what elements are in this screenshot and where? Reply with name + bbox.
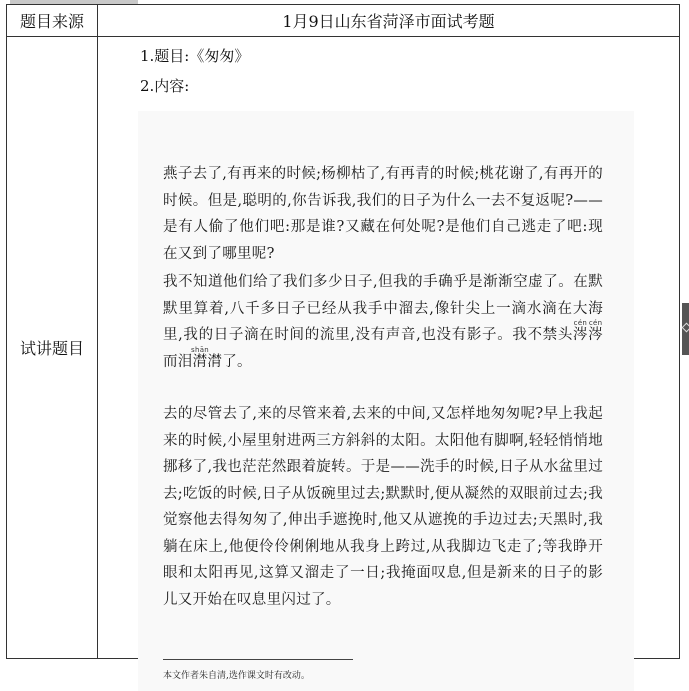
source-row (7, 5, 680, 37)
paragraph-2-text: 我不知道他们给了我们多少日子,但我的手确乎是渐渐空虚了。在默默里算着,八千多日子已经从我手中溜去,像针尖上一滴水滴在大海里,我的日子滴在时间的流里,没有声音,也没有影子。我不禁头 (163, 274, 603, 343)
item-content-label: 2.内容: (140, 77, 190, 95)
paragraph-2-end: 潸了。 (207, 353, 252, 370)
paragraph-2-mid: 而泪 (163, 353, 193, 370)
passage-paragraph-1: 燕子去了,有再来的时候;杨柳枯了,有再青的时候;桃花谢了,有再开的时候。但是,聪明的,你告诉我,我们的日子为什么一去不复返呢?——是有人偷了他们吧:那是谁?又藏在何处呢?是他们自己逃走了吧:现在又到了哪里呢? (163, 166, 603, 262)
footnote: 本文作者朱自清,选作课文时有改动。 (163, 671, 310, 681)
passage-image (138, 111, 634, 691)
side-tab-icon (682, 323, 689, 333)
ruby-cen-2 (588, 319, 603, 343)
item-title: 1.题目:《匆匆》 (140, 47, 250, 65)
ruby-shan-base: 潸 (191, 353, 210, 370)
source-value: 1月9日山东省菏泽市面试考题 (98, 5, 680, 37)
topic-row (7, 37, 680, 659)
ruby-cen-1 (573, 319, 589, 343)
source-label: 题目来源 (7, 5, 98, 37)
exam-info-table (6, 4, 680, 681)
ruby-cen-2-pinyin: cén (588, 319, 603, 327)
ruby-shan (191, 345, 210, 370)
ruby-cen-2-base: 涔 (588, 327, 603, 343)
ruby-cen-1-pinyin: cén (573, 319, 588, 327)
passage-paragraph-2 (163, 269, 603, 375)
footnote-divider (163, 659, 353, 660)
ruby-cen-1-base: 涔 (573, 327, 589, 343)
side-tab[interactable] (682, 303, 689, 355)
ruby-shan-pinyin: shān (191, 345, 210, 354)
passage-paragraph-3: 去的尽管去了,来的尽管来着,去来的中间,又怎样地匆匆呢?早上我起来的时候,小屋里射进两三方斜斜的太阳。太阳他有脚啊,轻轻悄悄地挪移了,我也茫茫然跟着旋转。于是——洗手的时候,日子从水盆里过去;吃饭的时候,日子从饭碗里过去;默默时,便从凝然的双眼前过去;我觉察他去得匆匆了,伸出手遮挽时,他又从遮挽的手边过去;天黑时,我躺在床上,他便伶伶俐俐地从我身上跨过,从我脚边飞走了;等我睁开眼和太阳再见,这算又溜走了一日;我掩面叹息,但是新来的日子的影儿又开始在叹息里闪过了。 (163, 406, 603, 608)
topic-label: 试讲题目 (7, 37, 98, 659)
topic-content-cell (98, 37, 680, 681)
